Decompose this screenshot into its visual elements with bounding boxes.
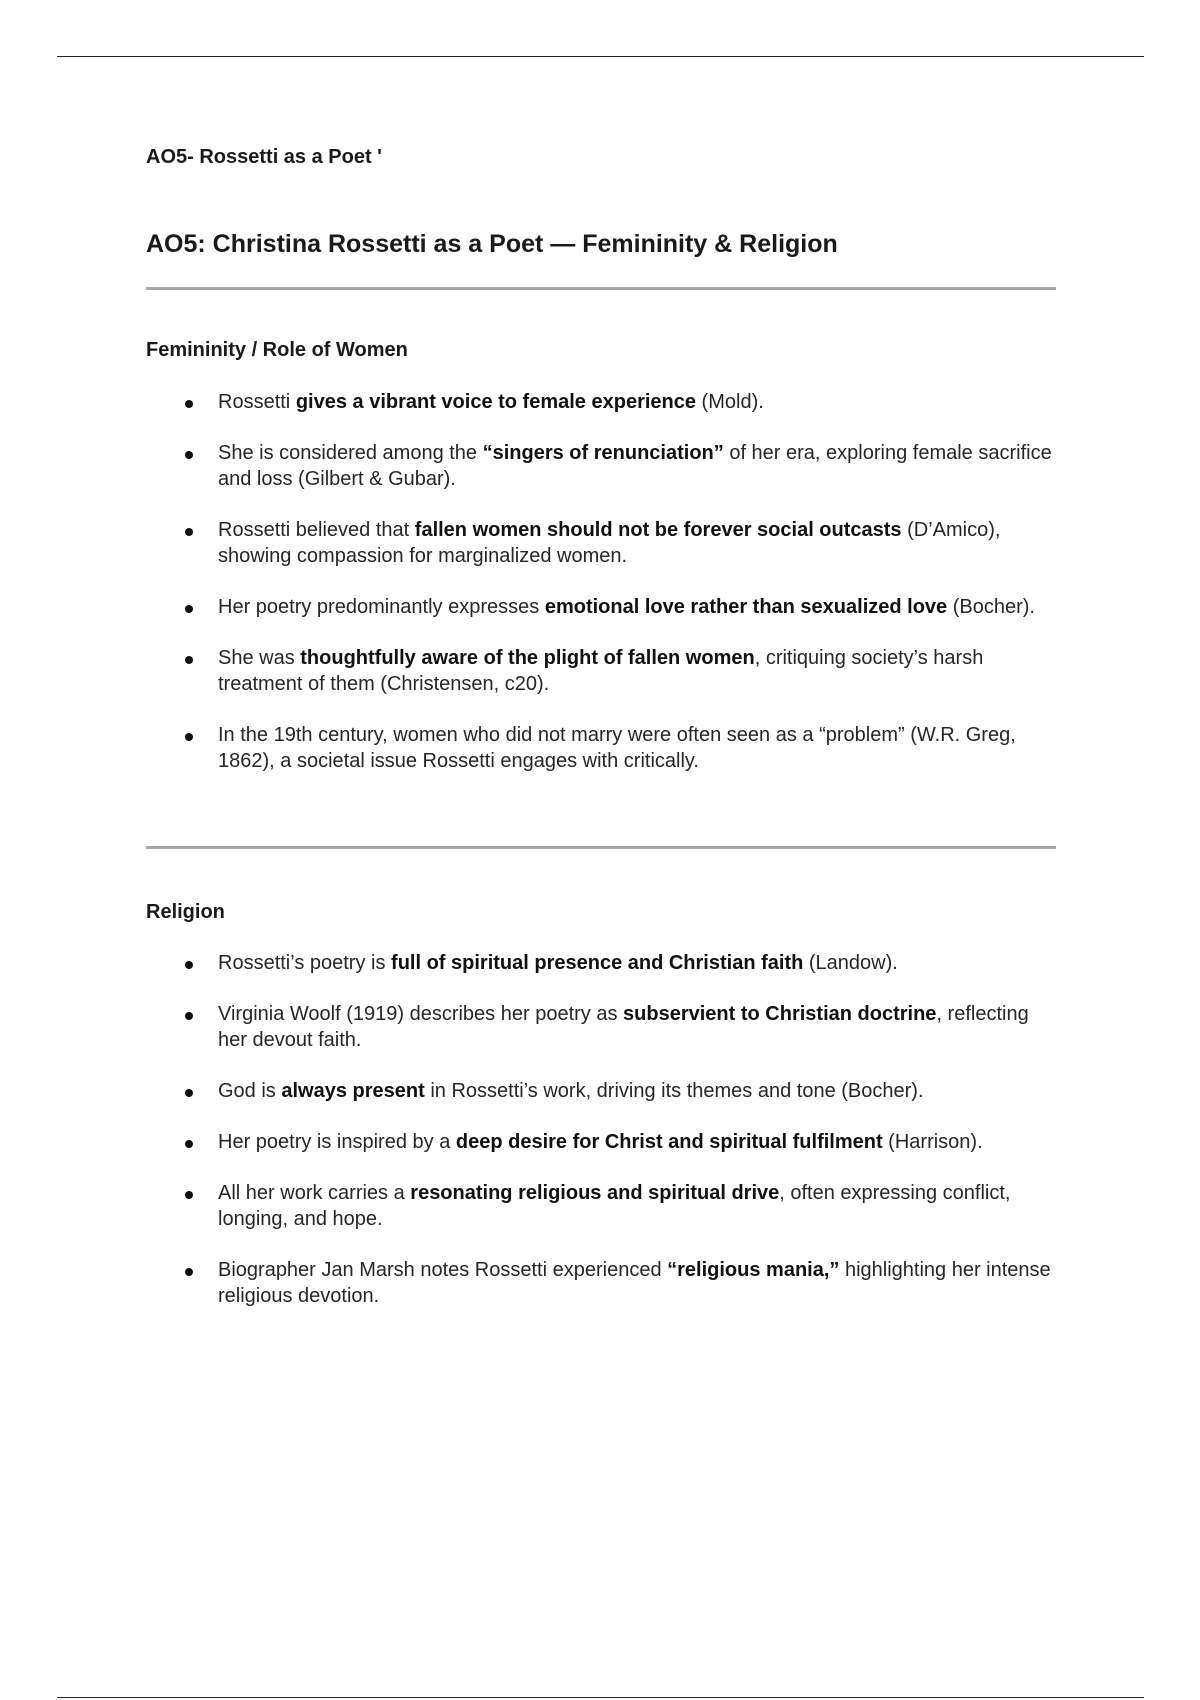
list-item: In the 19th century, women who did not marry were often seen as a “problem” (W.R. Greg, 1862), a societal issue Rossetti engages with critically. — [146, 722, 1056, 774]
page-bottom-rule — [57, 1697, 1144, 1698]
bullet-icon — [185, 656, 193, 664]
document-label: AO5- Rossetti as a Poet ' — [146, 146, 382, 168]
list-item: Virginia Woolf (1919) describes her poetry as subservient to Christian doctrine, reflecting her devout faith. — [146, 1001, 1056, 1053]
bullet-icon — [185, 1191, 193, 1199]
bullet-icon — [185, 961, 193, 969]
section-heading-religion: Religion — [146, 901, 225, 923]
list-item: Biographer Jan Marsh notes Rossetti experienced “religious mania,” highlighting her intense religious devotion. — [146, 1257, 1056, 1309]
section-divider — [146, 287, 1056, 290]
bullet-icon — [185, 451, 193, 459]
page-top-rule — [57, 56, 1144, 57]
list-item: God is always present in Rossetti’s work, driving its themes and tone (Bocher). — [146, 1078, 1056, 1104]
bullet-icon — [185, 605, 193, 613]
document-title: AO5: Christina Rossetti as a Poet — Femininity & Religion — [146, 230, 838, 258]
bullet-icon — [185, 1268, 193, 1276]
bullet-icon — [185, 528, 193, 536]
section-divider — [146, 846, 1056, 849]
list-item: All her work carries a resonating religious and spiritual drive, often expressing conflict, longing, and hope. — [146, 1180, 1056, 1232]
bullet-icon — [185, 733, 193, 741]
bullet-icon — [185, 400, 193, 408]
list-item: Rossetti’s poetry is full of spiritual presence and Christian faith (Landow). — [146, 950, 1056, 976]
list-item: Rossetti gives a vibrant voice to female experience (Mold). — [146, 389, 1056, 415]
bullet-icon — [185, 1140, 193, 1148]
bullet-icon — [185, 1012, 193, 1020]
religion-bullet-list — [146, 950, 1056, 1334]
list-item: She is considered among the “singers of renunciation” of her era, exploring female sacrifice and loss (Gilbert & Gubar). — [146, 440, 1056, 492]
list-item: Her poetry predominantly expresses emotional love rather than sexualized love (Bocher). — [146, 594, 1056, 620]
femininity-bullet-list — [146, 389, 1056, 799]
list-item: Her poetry is inspired by a deep desire for Christ and spiritual fulfilment (Harrison). — [146, 1129, 1056, 1155]
list-item: Rossetti believed that fallen women should not be forever social outcasts (D’Amico), showing compassion for marginalized women. — [146, 517, 1056, 569]
bullet-icon — [185, 1089, 193, 1097]
list-item: She was thoughtfully aware of the plight of fallen women, critiquing society’s harsh treatment of them (Christensen, c20). — [146, 645, 1056, 697]
section-heading-femininity: Femininity / Role of Women — [146, 339, 408, 361]
